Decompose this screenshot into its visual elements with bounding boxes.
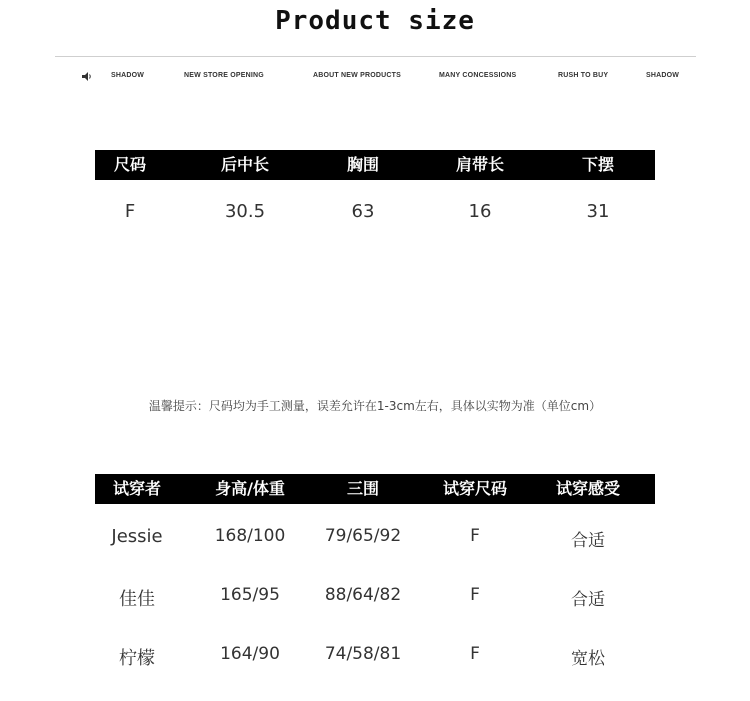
cell-tester: 佳佳 <box>119 589 155 610</box>
size-table-header <box>95 150 655 180</box>
cell-tester: 柠檬 <box>119 648 155 669</box>
tryon-table-header <box>95 474 655 504</box>
cell-tryon-size: F <box>470 644 480 664</box>
header-tester: 试穿者 <box>112 479 161 498</box>
cell-measurements: 88/64/82 <box>324 585 402 605</box>
speaker-icon[interactable] <box>82 72 92 81</box>
nav-item-about-new-products[interactable]: ABOUT NEW PRODUCTS <box>313 72 401 79</box>
cell-height-weight: 165/95 <box>220 585 280 605</box>
cell-height-weight: 164/90 <box>220 644 280 664</box>
header-tryon-size: 试穿尺码 <box>442 479 507 498</box>
nav-item-shadow-2[interactable]: SHADOW <box>646 72 680 79</box>
header-strap-length: 肩带长 <box>455 155 504 174</box>
header-height-weight: 身高/体重 <box>215 479 285 498</box>
cell-measurements: 74/58/81 <box>324 644 402 664</box>
cell-back-length: 30.5 <box>224 201 266 222</box>
cell-measurements: 79/65/92 <box>324 526 402 546</box>
cell-hem: 31 <box>586 201 610 222</box>
cell-strap-length: 16 <box>468 201 492 222</box>
cell-size: F <box>124 201 136 222</box>
cell-tryon-size: F <box>470 526 480 546</box>
nav-item-many-concessions[interactable]: MANY CONCESSIONS <box>439 72 517 79</box>
header-size: 尺码 <box>113 155 146 174</box>
header-measurements: 三围 <box>346 479 379 498</box>
nav-item-shadow[interactable]: SHADOW <box>111 72 145 79</box>
cell-bust: 63 <box>351 201 375 222</box>
header-back-length: 后中长 <box>220 155 269 174</box>
divider <box>55 56 696 57</box>
header-tryon-feeling: 试穿感受 <box>555 479 620 498</box>
cell-height-weight: 168/100 <box>214 526 286 546</box>
cell-tester: Jessie <box>111 526 163 547</box>
nav-item-new-store-opening[interactable]: NEW STORE OPENING <box>184 72 264 79</box>
nav-item-rush-to-buy[interactable]: RUSH TO BUY <box>558 72 609 79</box>
cell-tryon-size: F <box>470 585 480 605</box>
page-title: Product size <box>275 6 475 36</box>
header-bust: 胸围 <box>346 155 379 174</box>
measurement-note: 温馨提示：尺码均为手工测量，误差允许在1-3cm左右，具体以实物为准（单位cm） <box>148 399 602 413</box>
cell-tryon-feeling: 合适 <box>571 531 605 551</box>
cell-tryon-feeling: 宽松 <box>571 649 605 669</box>
nav-bar <box>80 72 680 84</box>
header-hem: 下摆 <box>581 155 614 174</box>
cell-tryon-feeling: 合适 <box>571 590 605 610</box>
